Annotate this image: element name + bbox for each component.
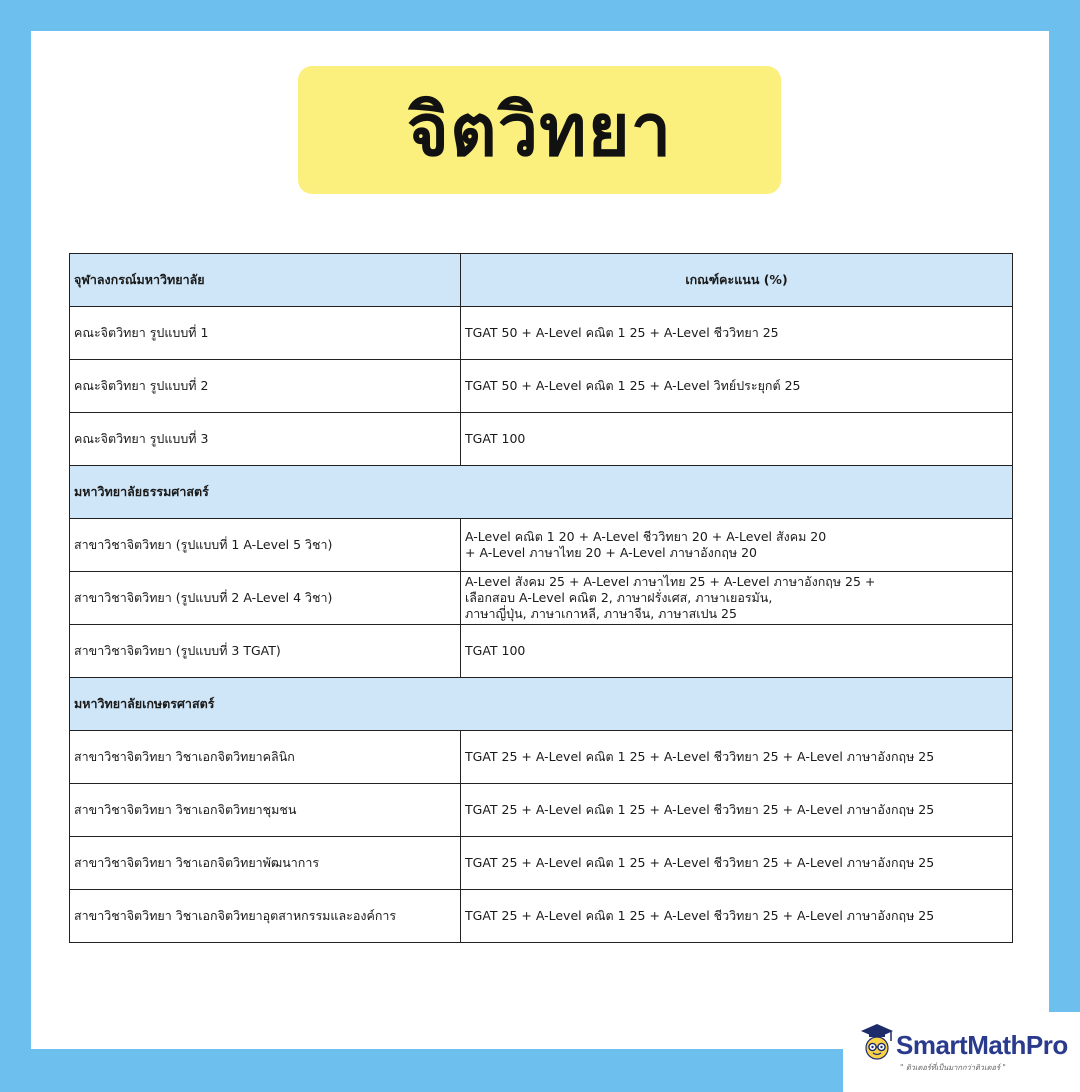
program-row: [70, 731, 1013, 784]
program-name: คณะจิตวิทยา รูปแบบที่ 3: [70, 413, 461, 466]
program-criteria: [461, 731, 1013, 784]
header-criteria: เกณฑ์คะแนน (%): [461, 254, 1013, 307]
criteria-line: TGAT 100: [465, 430, 526, 446]
program-name: สาขาวิชาจิตวิทยา วิชาเอกจิตวิทยาคลินิก: [70, 731, 461, 784]
program-row: [70, 413, 1013, 466]
program-criteria: [461, 360, 1013, 413]
program-criteria: [461, 625, 1013, 678]
program-name: สาขาวิชาจิตวิทยา (รูปแบบที่ 1 A-Level 5 วิชา): [70, 519, 461, 572]
program-row: [70, 837, 1013, 890]
program-row: [70, 572, 1013, 625]
program-row: [70, 784, 1013, 837]
program-criteria: [461, 519, 1013, 572]
university-name: มหาวิทยาลัยธรรมศาสตร์: [70, 466, 1013, 519]
program-criteria: [461, 413, 1013, 466]
criteria-line: TGAT 25 + A-Level คณิต 1 25 + A-Level ชีววิทยา 25 + A-Level ภาษาอังกฤษ 25: [465, 907, 935, 923]
page-title: จิตวิทยา: [406, 88, 673, 172]
program-name: คณะจิตวิทยา รูปแบบที่ 2: [70, 360, 461, 413]
program-row: [70, 625, 1013, 678]
program-criteria: [461, 572, 1013, 625]
criteria-line: TGAT 25 + A-Level คณิต 1 25 + A-Level ชีววิทยา 25 + A-Level ภาษาอังกฤษ 25: [465, 748, 935, 764]
program-row: [70, 360, 1013, 413]
university-row: [70, 466, 1013, 519]
criteria-line: TGAT 50 + A-Level คณิต 1 25 + A-Level ชีววิทยา 25: [465, 324, 779, 340]
program-name: สาขาวิชาจิตวิทยา (รูปแบบที่ 3 TGAT): [70, 625, 461, 678]
criteria-line: A-Level สังคม 25 + A-Level ภาษาไทย 25 + A-Level ภาษาอังกฤษ 25 +: [465, 573, 876, 589]
criteria-line: TGAT 100: [465, 642, 526, 658]
program-criteria: [461, 307, 1013, 360]
university-name: มหาวิทยาลัยเกษตรศาสตร์: [70, 678, 1013, 731]
criteria-line: เลือกสอบ A-Level คณิต 2, ภาษาฝรั่งเศส, ภาษาเยอรมัน,: [465, 589, 773, 605]
criteria-line: TGAT 25 + A-Level คณิต 1 25 + A-Level ชีววิทยา 25 + A-Level ภาษาอังกฤษ 25: [465, 854, 935, 870]
program-row: [70, 890, 1013, 943]
header-university: จุฬาลงกรณ์มหาวิทยาลัย: [70, 254, 461, 307]
program-name: สาขาวิชาจิตวิทยา (รูปแบบที่ 2 A-Level 4 วิชา): [70, 572, 461, 625]
admission-criteria-table: [69, 253, 1013, 943]
program-criteria: [461, 784, 1013, 837]
criteria-line: A-Level คณิต 1 20 + A-Level ชีววิทยา 20 + A-Level สังคม 20: [465, 528, 827, 544]
program-name: คณะจิตวิทยา รูปแบบที่ 1: [70, 307, 461, 360]
program-name: สาขาวิชาจิตวิทยา วิชาเอกจิตวิทยาพัฒนาการ: [70, 837, 461, 890]
content-card: [31, 31, 1049, 1049]
program-row: [70, 307, 1013, 360]
logo-wordmark: SmartMathPro: [896, 1030, 1068, 1060]
criteria-line: ภาษาญี่ปุ่น, ภาษาเกาหลี, ภาษาจีน, ภาษาสเปน 25: [465, 606, 737, 622]
logo-tagline: " ติวเตอร์ที่เป็นมากกว่าติวเตอร์ ": [900, 1063, 1006, 1072]
table-header-row: [70, 254, 1013, 307]
criteria-line: TGAT 25 + A-Level คณิต 1 25 + A-Level ชีววิทยา 25 + A-Level ภาษาอังกฤษ 25: [465, 801, 935, 817]
table-body: [70, 254, 1013, 943]
criteria-line: + A-Level ภาษาไทย 20 + A-Level ภาษาอังกฤษ 20: [465, 545, 758, 560]
criteria-line: TGAT 50 + A-Level คณิต 1 25 + A-Level วิทย์ประยุกต์ 25: [465, 377, 801, 393]
program-name: สาขาวิชาจิตวิทยา วิชาเอกจิตวิทยาชุมชน: [70, 784, 461, 837]
title-banner: [298, 66, 781, 194]
program-name: สาขาวิชาจิตวิทยา วิชาเอกจิตวิทยาอุตสาหกรรมและองค์การ: [70, 890, 461, 943]
program-criteria: [461, 890, 1013, 943]
program-criteria: [461, 837, 1013, 890]
university-row: [70, 678, 1013, 731]
program-row: [70, 519, 1013, 572]
graduate-mascot-icon: [860, 1022, 894, 1062]
